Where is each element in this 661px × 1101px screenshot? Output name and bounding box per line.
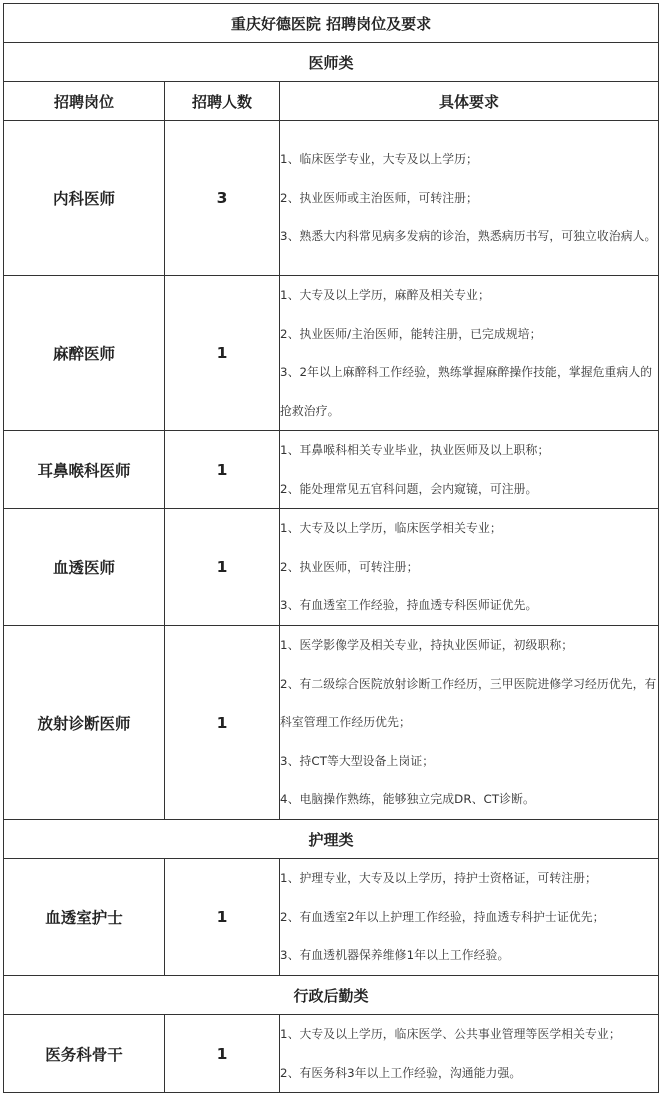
requirement-item: 3、有血透机器保养维修1年以上工作经验。 — [280, 948, 510, 963]
requirement-item: 2、执业医师或主治医师，可转注册； — [280, 190, 478, 205]
requirement-item: 3、熟悉大内科常见病多发病的诊治，熟悉病历书写，可独立收治病人。 — [280, 229, 657, 244]
requirement-item: 1、大专及以上学历，临床医学相关专业； — [280, 521, 502, 536]
job-requirements — [280, 626, 659, 820]
header-position: 招聘岗位 — [4, 82, 165, 121]
job-position: 内科医师 — [4, 121, 165, 276]
category-row — [4, 43, 659, 82]
table-title: 重庆好德医院 招聘岗位及要求 — [4, 4, 659, 43]
recruitment-table — [3, 3, 659, 1093]
job-requirements — [280, 1015, 659, 1093]
requirement-item: 3、持CT等大型设备上岗证； — [280, 753, 435, 768]
job-position: 麻醉医师 — [4, 276, 165, 431]
header-row — [4, 82, 659, 121]
job-count: 1 — [165, 276, 280, 431]
requirement-item: 1、耳鼻喉科相关专业毕业，执业医师及以上职称； — [280, 443, 550, 457]
requirement-item: 3、2年以上麻醉科工作经验，熟练掌握麻醉操作技能，掌握危重病人的抢救治疗。 — [280, 365, 653, 418]
category-row — [4, 820, 659, 859]
title-row — [4, 4, 659, 43]
job-position: 血透医师 — [4, 509, 165, 626]
job-count: 1 — [165, 509, 280, 626]
requirement-item: 3、有血透室工作经验，持血透专科医师证优先。 — [280, 598, 538, 613]
requirement-item: 2、能处理常见五官科问题，会内窥镜，可注册。 — [280, 481, 538, 496]
job-row — [4, 431, 659, 509]
header-requirements: 具体要求 — [280, 82, 659, 121]
requirement-item: 2、有二级综合医院放射诊断工作经历，三甲医院进修学习经历优先，有科室管理工作经历优先； — [280, 676, 657, 730]
job-row — [4, 1015, 659, 1093]
requirement-item: 2、有血透室2年以上护理工作经验，持血透专科护士证优先； — [280, 909, 605, 924]
job-count: 1 — [165, 626, 280, 820]
job-row — [4, 121, 659, 276]
job-requirements — [280, 509, 659, 626]
job-requirements — [280, 859, 659, 976]
category-label: 护理类 — [4, 820, 659, 859]
job-requirements — [280, 431, 659, 509]
requirement-item: 1、护理专业，大专及以上学历，持护士资格证，可转注册； — [280, 871, 597, 886]
requirement-item: 2、有医务科3年以上工作经验，沟通能力强。 — [280, 1065, 522, 1080]
job-position: 医务科骨干 — [4, 1015, 165, 1093]
job-row — [4, 509, 659, 626]
job-row — [4, 859, 659, 976]
requirement-item: 1、大专及以上学历，麻醉及相关专业； — [280, 288, 490, 302]
requirement-item: 2、执业医师，可转注册； — [280, 559, 419, 574]
job-count: 1 — [165, 1015, 280, 1093]
job-requirements — [280, 121, 659, 276]
requirement-item: 2、执业医师/主治医师，能转注册，已完成规培； — [280, 326, 542, 341]
job-row — [4, 276, 659, 431]
requirement-item: 4、电脑操作熟练，能够独立完成DR、CT诊断。 — [280, 792, 535, 807]
job-position: 耳鼻喉科医师 — [4, 431, 165, 509]
requirement-item: 1、医学影像学及相关专业，持执业医师证，初级职称； — [280, 638, 574, 653]
header-count: 招聘人数 — [165, 82, 280, 121]
job-count: 1 — [165, 431, 280, 509]
job-count: 1 — [165, 859, 280, 976]
job-position: 血透室护士 — [4, 859, 165, 976]
category-label: 行政后勤类 — [4, 976, 659, 1015]
job-count: 3 — [165, 121, 280, 276]
job-position: 放射诊断医师 — [4, 626, 165, 820]
requirement-item: 1、大专及以上学历，临床医学、公共事业管理等医学相关专业； — [280, 1027, 621, 1041]
requirement-item: 1、临床医学专业，大专及以上学历； — [280, 152, 478, 167]
category-row — [4, 976, 659, 1015]
job-row — [4, 626, 659, 820]
category-label: 医师类 — [4, 43, 659, 82]
job-requirements — [280, 276, 659, 431]
